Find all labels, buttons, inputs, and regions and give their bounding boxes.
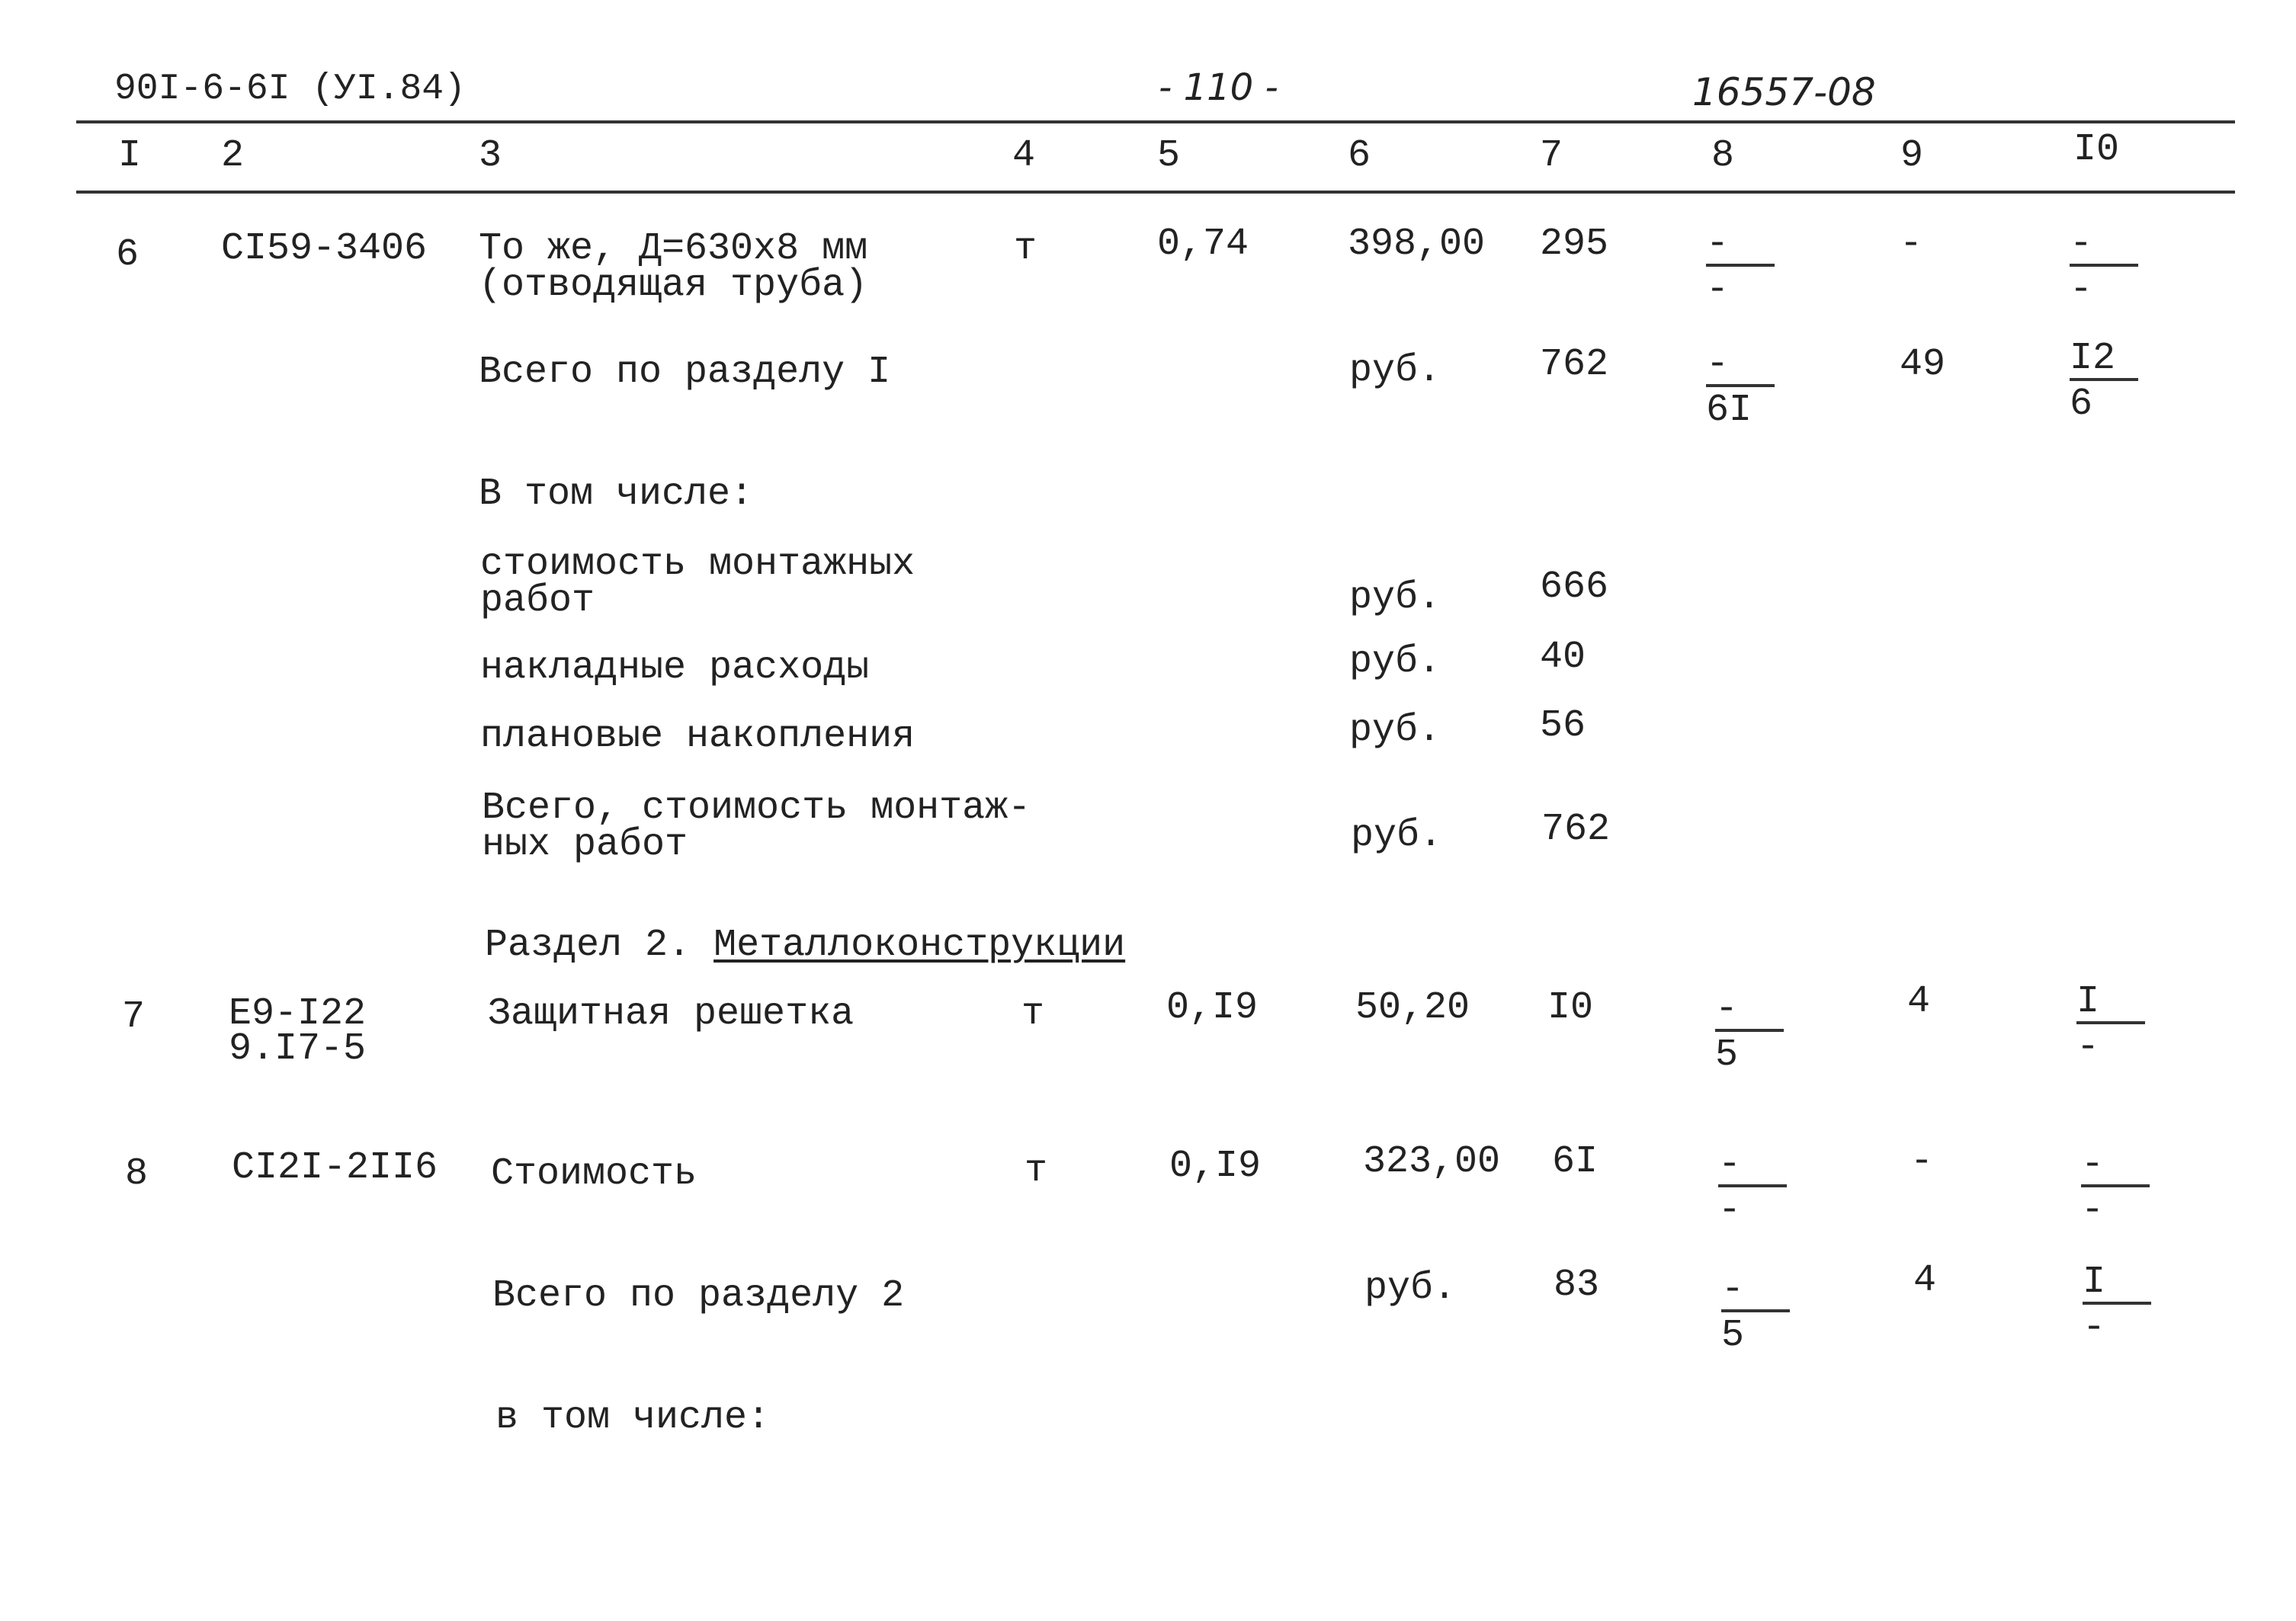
item-unit: руб. [1351,814,1443,857]
row-col9: - [1910,1140,1934,1184]
row-total: 6I [1552,1140,1599,1184]
col8-numerator: - [1706,346,1775,387]
col8-numerator: - [1706,226,1775,267]
col10-denominator: - [2081,1189,2105,1232]
section-total-col9: 4 [1913,1259,1937,1302]
row-quantity: 0,I9 [1166,986,1259,1030]
item-unit: руб. [1349,640,1441,684]
row-number: 7 [122,995,146,1039]
col-header-2: 2 [221,134,245,178]
col-header-5: 5 [1157,134,1181,178]
row-price: 323,00 [1363,1140,1501,1184]
row-price: 398,00 [1348,223,1486,266]
item-label-line1: Всего, стоимость монтаж- [482,786,1031,830]
section-heading [485,924,1126,967]
section-total-value: 83 [1554,1264,1600,1307]
col8-denominator: 5 [1715,1033,1739,1077]
item-label-line2: работ [480,579,595,623]
row-name: Защитная решетка [488,992,855,1036]
row-col10-fraction [2070,223,2138,312]
row-code-line1: E9-I22 [229,992,367,1036]
col-header-10: I0 [2073,128,2120,171]
row-col9: - [1900,223,1923,266]
row-col8-fraction [1706,223,1775,312]
row-number: 6 [116,233,139,277]
section-total-col9: 49 [1900,343,1946,386]
row-unit: т [1025,1149,1048,1193]
section-total-label: Всего по разделу I [479,351,891,394]
item-value: 40 [1540,636,1586,679]
col-header-4: 4 [1012,134,1036,178]
subsection-heading: в том числе: [495,1396,771,1440]
col8-numerator: - [1718,1146,1787,1187]
row-code: CI59-3406 [221,227,428,271]
row-quantity: 0,I9 [1169,1145,1262,1188]
row-price: 50,20 [1355,986,1470,1030]
row-col8-fraction [1715,988,1784,1077]
section-heading-prefix: Раздел 2. [485,924,691,967]
row-number: 8 [125,1152,149,1196]
col8-denominator: - [1718,1189,1742,1232]
row-col9: 4 [1907,980,1931,1024]
row-total: I0 [1547,986,1594,1030]
col10-denominator: 6 [2070,383,2093,426]
row-col8-fraction [1718,1143,1787,1232]
col10-numerator: I [2083,1264,2151,1305]
subsection-heading: В том числе: [479,473,754,516]
item-label: накладные расходы [480,646,870,690]
col-header-7: 7 [1540,134,1563,178]
col10-denominator: - [2076,1026,2100,1069]
row-unit: т [1014,227,1037,271]
item-label: плановые накопления [480,715,916,758]
col10-numerator: I2 [2070,340,2138,381]
row-name-line1: То же, Д=630х8 мм [479,227,868,271]
col10-numerator: - [2070,226,2138,267]
row-col10-fraction [2081,1143,2150,1232]
row-name: Стоимость [491,1152,697,1196]
header-rule-top [76,120,2235,123]
col8-denominator: - [1706,268,1730,312]
section-total-col8-fraction [1706,343,1775,432]
col-header-8: 8 [1711,134,1735,178]
row-col10-fraction [2076,980,2145,1069]
section-heading-title: Металлоконструкции [713,924,1126,967]
header-rule-bottom [76,191,2235,194]
col10-numerator: - [2081,1146,2150,1187]
col10-denominator: - [2083,1306,2106,1350]
col8-denominator: 6I [1706,389,1752,432]
row-code: CI2I-2II6 [232,1146,438,1190]
row-total: 295 [1540,223,1609,266]
row-quantity: 0,74 [1157,223,1249,266]
item-label-line2: ных работ [482,823,688,867]
col8-numerator: - [1715,991,1784,1032]
col-header-9: 9 [1900,134,1924,178]
item-unit: руб. [1349,709,1441,752]
section-total-value: 762 [1540,343,1609,386]
col10-numerator: I [2076,983,2145,1024]
row-code-line2: 9.I7-5 [229,1027,367,1071]
section-total-col8-fraction [1721,1268,1790,1357]
row-name-line2: (отводящая труба) [479,264,868,307]
section-total-unit: руб. [1364,1267,1457,1310]
col10-denominator: - [2070,268,2093,312]
item-value: 56 [1540,704,1586,748]
row-unit: т [1021,992,1045,1036]
col-header-3: 3 [479,134,502,178]
section-total-label: Всего по разделу 2 [492,1274,905,1318]
col8-denominator: 5 [1721,1314,1745,1357]
archive-number: 16557-08 [1692,70,1876,114]
item-value: 666 [1540,565,1609,609]
item-value: 762 [1541,808,1611,851]
col-header-1: I [118,134,142,178]
section-total-col10-fraction [2083,1261,2151,1350]
page-number: - 110 - [1159,66,1278,109]
section-total-col10-fraction [2070,337,2138,426]
item-unit: руб. [1349,576,1441,620]
document-code: 90I-6-6I (УI.84) [114,69,466,110]
col-header-6: 6 [1348,134,1371,178]
section-total-unit: руб. [1349,349,1441,392]
col8-numerator: - [1721,1271,1790,1312]
item-label-line1: стоимость монтажных [480,543,916,586]
